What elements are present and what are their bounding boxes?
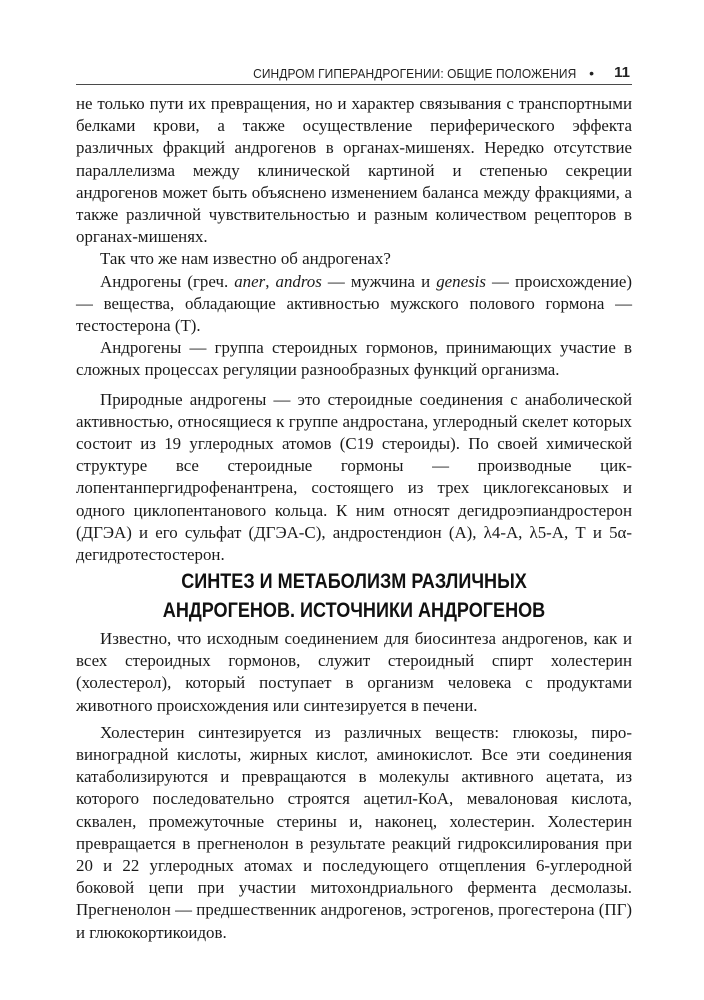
heading-line-2: АНДРОГЕНОВ. ИСТОЧНИКИ АНДРОГЕНОВ [162, 599, 546, 622]
running-header [76, 63, 632, 85]
term-aner: aner [234, 271, 266, 291]
paragraph: Холестерин синтезируется из различных веществ: глюкозы, пировиноградной кислоты, жирных кислот, аминокислот. Все эти соединения катаболизируются и превращаются в молекулы активного ацетата, из которого последовательно строятся ацетил-КоА, мевалоновая кислота, сквален, промежуточные стерины и, наконец, холестерин. Холестерин превращается в прегненолон в результате реакций гидроксилирования при 20 и 22 углеродных атомах и последующего отщепления 6-углеродной боковой цепи при участии митохондриального фермента десмолазы. Прегненолон — предшественник андрогенов, эстрогенов, прогестерона (ПГ) и глюкокортикоидов. [76, 722, 632, 942]
bullet-separator: • [589, 65, 594, 81]
paragraph: Природные андрогены — это стероидные соединения с анаболической активностью, относящиеся к группе андростана, углеродный скелет которых состоит из 19 углеродных атомов (С19 стероиды). По своей химической структуре все стероидные гормоны — производные циклопентанпергидрофенантрена, состоящего из трех циклогексановых и одного циклопентанового кольца. К ним относят дегидроэпиандростерон (ДГЭА) и его сульфат (ДГЭА-С), андростендион (А), λ4-А, λ5-А, Т и 5α-дегидротестостерон. [76, 389, 632, 565]
page-number: 11 [614, 64, 630, 81]
section-synthesis-text [76, 628, 632, 944]
section-heading [76, 567, 632, 625]
section-intro-text [76, 93, 632, 566]
text-run: , [265, 271, 276, 291]
paragraph: не только пути их превращения, но и характер связывания с транспортными белками крови, а также осуществление периферического эффекта различных фракций андрогенов в органах-мишенях. Нередко отсутствие параллелизма между клинической картиной и степенью секреции андрогенов может быть объяснено изменением баланса между фракциями, а также различной чувствительностью и разным количеством рецепторов в органах-мишенях. [76, 94, 632, 247]
text-run: Андрогены (греч. [100, 271, 235, 291]
text-run: — происхождение) — вещества, обладающие активностью мужского полового гормона — тестостерона (Т). [76, 271, 632, 336]
paragraph: Так что же нам известно об андрогенах? [100, 249, 391, 269]
heading-line-1: СИНТЕЗ И МЕТАБОЛИЗМ РАЗЛИЧНЫХ [181, 570, 527, 593]
paragraph: Андрогены — группа стероидных гормонов, принимающих участие в сложных процессах регуляции разнообразных функций организма. [76, 338, 632, 380]
paragraph-androgen-definition [76, 271, 632, 338]
term-andros: andros [275, 271, 322, 291]
text-run: — мужчина и [321, 271, 437, 291]
term-genesis: genesis [436, 271, 486, 291]
paragraph: Известно, что исходным соединением для биосинтеза андрогенов, как и всех стероидных гормонов, служит стероидный спирт холестерин (холестерол), который поступает в организм человека с продуктами животного происхождения или синтезируется в печени. [76, 629, 632, 715]
running-title: СИНДРОМ ГИПЕРАНДРОГЕНИИ: ОБЩИЕ ПОЛОЖЕНИЯ [252, 66, 576, 81]
